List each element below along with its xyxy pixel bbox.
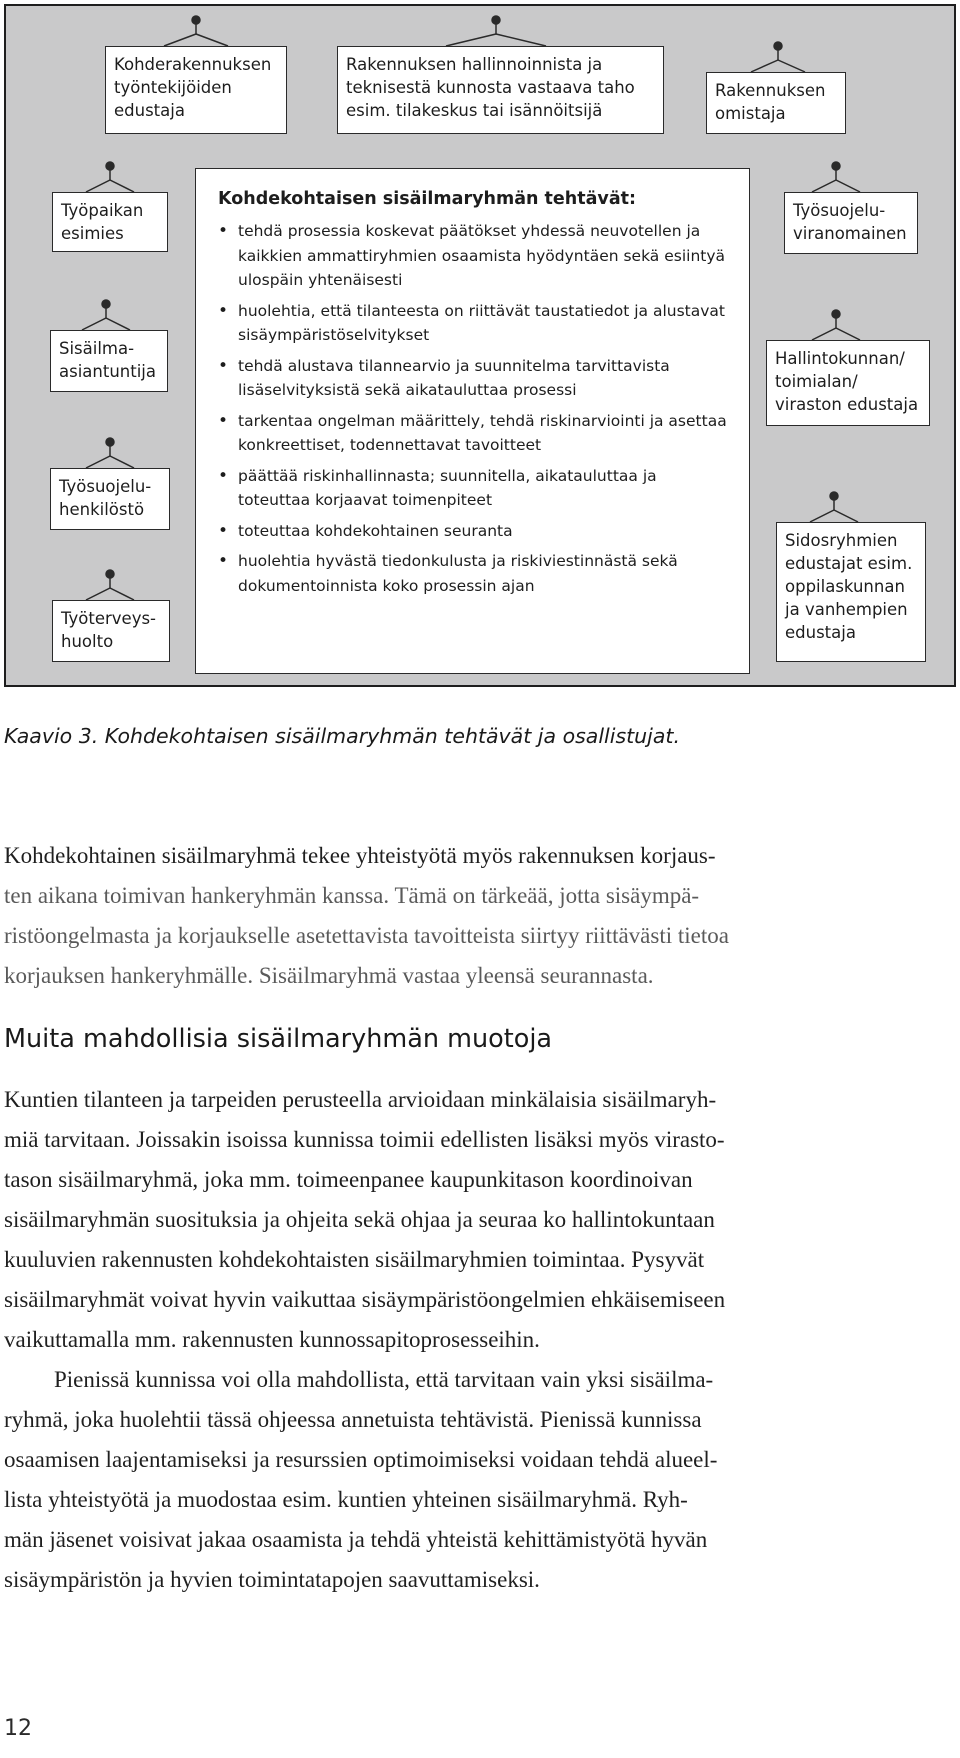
role-tyosuojeluviranomainen: Työsuojelu- viranomainen [784, 192, 918, 254]
task-item: • huolehtia hyvästä tiedonkulusta ja riskiviestinnästä sekä dokumentoinnista koko prosessin ajan [218, 549, 731, 598]
role-sidosryhmat: Sidosryhmien edustajat esim. oppilaskunnan ja vanhempien edustaja [776, 522, 926, 662]
role-tyoterveyshuolto: Työterveys- huolto [52, 600, 170, 662]
role-omistaja: Rakennuksen omistaja [706, 72, 846, 134]
diagram-figure [4, 4, 956, 687]
paragraph-1: Kohdekohtainen sisäilmaryhmä tekee yhteistyötä myös rakennuksen korjaus- ten aikana toimivan hankeryhmän kanssa. Tämä on tärkeää, jotta sisäympä- ristöongelmasta ja korjaukselle asetettavista tavoitteista siirtyy riittävästi tietoa korjauksen hankeryhmälle. Sisäilmaryhmä vastaa yleensä seurannasta. [4, 843, 729, 988]
role-kohderakennus: Kohderakennuksen työntekijöiden edustaja [105, 46, 287, 134]
role-hallinnointi: Rakennuksen hallinnoinnista ja teknisestä kunnosta vastaava taho esim. tilakeskus tai isännöitsijä [337, 46, 664, 134]
task-list [218, 219, 731, 598]
hanger-icon [86, 438, 134, 468]
figure-caption: Kaavio 3. Kohdekohtaisen sisäilmaryhmän tehtävät ja osallistujat. [4, 724, 680, 748]
task-item: • huolehtia, että tilanteesta on riittävät taustatiedot ja alustavat sisäympäristöselvitykset [218, 299, 731, 348]
hanger-icon [751, 42, 805, 72]
hanger-icon [812, 310, 860, 340]
page-number: 12 [4, 1716, 32, 1741]
role-tyosuojeluhenkilosto: Työsuojelu- henkilöstö [50, 468, 170, 530]
tasks-title: Kohdekohtaisen sisäilmaryhmän tehtävät: [218, 189, 637, 209]
hanger-icon [164, 16, 228, 46]
hanger-icon [446, 16, 546, 46]
role-sisailma-asiantuntija: Sisäilma- asiantuntija [50, 330, 168, 392]
hanger-icon [82, 300, 130, 330]
task-item: • tarkentaa ongelman määrittely, tehdä riskinarviointi ja asettaa konkreettiset, todennettavat tavoitteet [218, 409, 731, 458]
hanger-icon [86, 570, 134, 600]
task-item: • tehdä alustava tilannearvio ja suunnitelma tarvittavista lisäselvityksistä sekä aikatauluttaa prosessi [218, 354, 731, 403]
paragraph-2: Kuntien tilanteen ja tarpeiden perusteella arvioidaan minkälaisia sisäilmaryh- miä tarvitaan. Joissakin isoissa kunnissa toimii edellisten lisäksi myös virasto- tason sisäilmaryhmä, joka mm. toimeenpanee kaupunkitason koordinoivan sisäilmaryhmän suosituksia ja ohjeita sekä ohjaa ja seuraa ko hallintokuntaan kuuluvien rakennusten kohdekohtaisten sisäilmaryhmien toimintaa. Pysyvät sisäilmaryhmät voivat hyvin vaikuttaa sisäympäristöongelmien ehkäisemiseen vaikuttamalla mm. rakennusten kunnossapitoprosesseihin. [4, 1087, 726, 1352]
task-item: • toteuttaa kohdekohtainen seuranta [218, 519, 731, 544]
task-item: • päättää riskinhallinnasta; suunnitella, aikatauluttaa ja toteuttaa korjaavat toimenpiteet [218, 464, 731, 513]
hanger-icon [810, 492, 858, 522]
hanger-icon [812, 162, 860, 192]
task-item: • tehdä prosessia koskevat päätökset yhdessä neuvotellen ja kaikkien ammattiryhmien osaamista hyödyntäen sekä esiintyä ulospäin yhtenäisesti [218, 219, 731, 293]
paragraph-3: Pienissä kunnissa voi olla mahdollista, että tarvitaan vain yksi sisäilma- ryhmä, joka huolehtii tässä ohjeessa annetuista tehtävistä. Pienissä kunnissa osaamisen laajentamiseksi ja resurssien optimoimiseksi voidaan tehdä alueel- lista yhteistyötä ja muodostaa esim. kuntien yhteinen sisäilmaryhmä. Ryh- män jäsenet voisivat jakaa osaamista ja tehdä yhteistä kehittämistyötä hyvän sisäympäristön ja hyvien toimintatapojen saavuttamiseksi. [4, 1367, 718, 1592]
hanger-icon [86, 162, 134, 192]
tasks-box [195, 168, 750, 674]
section-heading: Muita mahdollisia sisäilmaryhmän muotoja [4, 1024, 553, 1054]
role-hallintokunta: Hallintokunnan/ toimialan/ viraston edustaja [766, 340, 930, 426]
role-esimies: Työpaikan esimies [52, 192, 168, 252]
